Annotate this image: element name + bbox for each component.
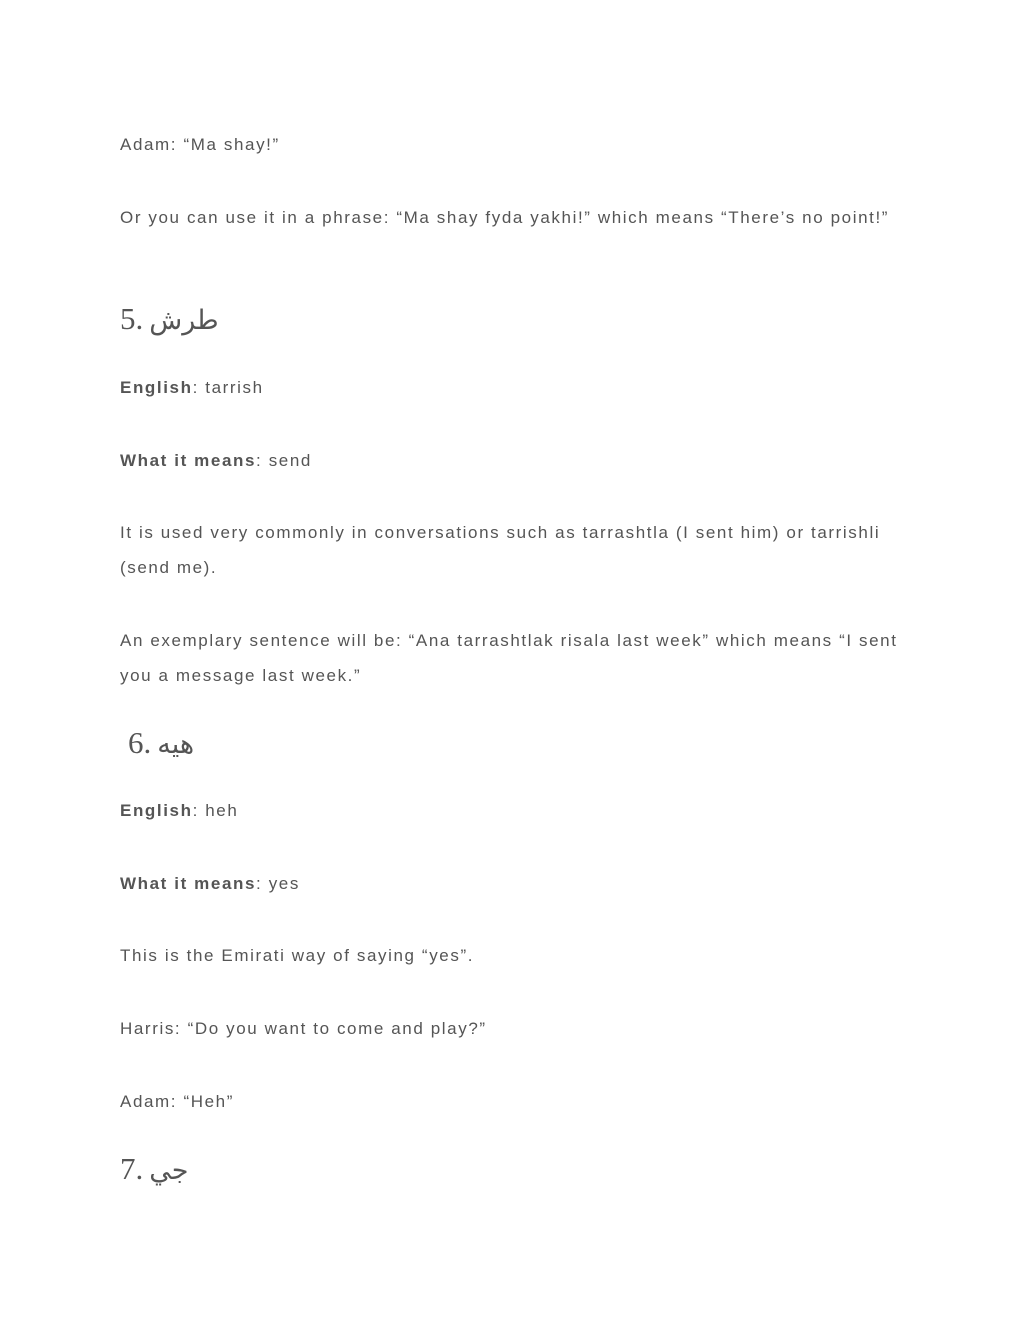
section-6-meaning xyxy=(120,866,900,901)
english-label: English xyxy=(120,801,193,820)
heading-5-arabic: طرش xyxy=(149,305,219,336)
heading-5-number: 5. xyxy=(120,301,144,336)
english-value: : heh xyxy=(192,801,239,820)
section-5-english xyxy=(120,370,900,405)
heading-7-number: 7. xyxy=(120,1151,144,1186)
paragraph-tarrish-usage: It is used very commonly in conversations such as tarrashtla (I sent him) or tarrishli (send me). xyxy=(120,523,881,577)
paragraph-tarrish-example: An exemplary sentence will be: “Ana tarrashtlak risala last week” which means “I sent you a message last week.” xyxy=(120,631,898,685)
heading-7-arabic: جي xyxy=(149,1155,189,1186)
paragraph-harris-question: Harris: “Do you want to come and play?” xyxy=(120,1019,487,1038)
heading-7 xyxy=(120,1149,188,1191)
paragraph-emirati-yes: This is the Emirati way of saying “yes”. xyxy=(120,946,475,965)
section-6-english xyxy=(120,793,900,828)
english-value: : tarrish xyxy=(192,378,264,397)
meaning-label: What it means xyxy=(120,451,257,470)
english-label: English xyxy=(120,378,193,397)
paragraph-adam-heh: Adam: “Heh” xyxy=(120,1092,234,1111)
heading-6-number: 6. xyxy=(128,725,152,760)
paragraph-phrase-example: Or you can use it in a phrase: “Ma shay fyda yakhi!” which means “There’s no point!” xyxy=(120,208,890,227)
meaning-value: : yes xyxy=(256,874,300,893)
section-5-meaning xyxy=(120,443,900,478)
paragraph-adam-ma-shay: Adam: “Ma shay!” xyxy=(120,135,280,154)
meaning-value: : send xyxy=(256,451,312,470)
heading-6 xyxy=(128,723,194,765)
meaning-label: What it means xyxy=(120,874,257,893)
heading-5 xyxy=(120,299,219,341)
heading-6-arabic: هيه xyxy=(157,729,195,760)
